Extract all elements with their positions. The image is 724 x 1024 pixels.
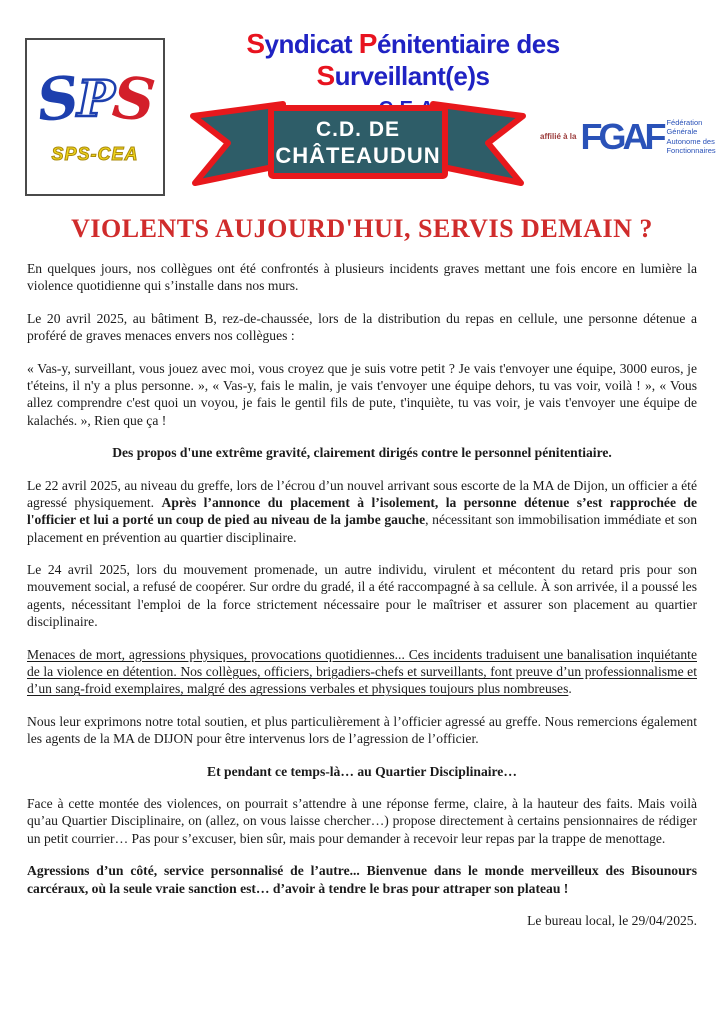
paragraph-incident-22-april [27,477,697,547]
org-initial-s1: S [246,28,265,59]
org-initial-p: P [358,28,377,59]
incident-22-bold-assault: Après l’annonce du placement à l’isolement, la personne détenue s’est rapprochée de l'officier et lui a porté un coup de pied au niveau de la jambe gauche [27,494,697,528]
paragraph-threat-quotes: « Vas-y, surveillant, vous jouez avec moi, vous croyez que je suis votre petit ? Je vais t'envoyer une équipe, 3000 euros, je t'éteins, il n'y a plus personne. », « Vas-y, fais le malin, je vais t'envoyer une équipe dehors, tu vas voir, voilà ! », « Vous allez comprendre c'est quoi un voyou, je fais le gentil fils de pute, t'inquiète, tu vas voir, je vais t'envoyer une équipe de kalachés. », Rien que ça ! [27,360,697,428]
paragraph-incident-24-april: Le 24 avril 2025, lors du mouvement promenade, un autre individu, virulent et mécontent du retard pris pour son mouvement social, a refusé de coopérer. Sur ordre du gradé, il a été raccompagné à sa cellule. À son arrivée, il a poussé les agents, nécessitant l'emploi de la force strictement nécessaire pour le maîtriser et assurer son placement au quartier disciplinaire. [27,562,697,630]
banner-line2: CHÂTEAUDUN [275,143,441,168]
org-text-1: yndicat [264,29,359,59]
banner-ribbon [183,86,533,198]
paragraph-incident-20-april: Le 20 avril 2025, au bâtiment B, rez-de-chaussée, lors de la distribution du repas en cellule, une personne détenue a proféré de graves menaces envers nos collègues : [27,310,697,344]
signature-date: Le bureau local, le 29/04/2025. [527,912,697,928]
emphasis-gravity-statement: Des propos d'une extrême gravité, clairement dirigés contre le personnel pénitentiaire. [112,445,612,461]
organization-name [168,28,638,92]
fgaf-name-line3: Autonome des [666,136,715,146]
fgaf-affiliation-label: affilié à la [540,132,577,142]
sps-logo-letters [27,63,163,135]
paragraph-qd-criticism: Face à cette montée des violences, on pourrait s’attendre à une réponse ferme, claire, à la hauteur des faits. Mais voilà qu’au Quartier Disciplinaire, on (allez, on vous laisse chercher…) propose directement à certains pensionnaires de rédiger un petit courrier… Pas pour s’excuser, bien sûr, mais pour demander à recevoir leur repas par la trappe de menottage. [27,795,697,846]
sps-logo-letter-p: P [77,69,113,128]
underlined-summary-tail: . [568,681,572,697]
fgaf-full-name [666,118,715,156]
fgaf-acronym: FGAF [580,115,663,157]
document-headline: VIOLENTS AUJOURD'HUI, SERVIS DEMAIN ? [71,214,653,243]
fgaf-name-line1: Fédération [666,118,703,127]
fgaf-logo [540,115,722,157]
document-header [0,0,724,202]
sps-logo-caption: SPS-CEA [51,144,139,164]
incident-22-post: , nécessitant son immobilisation immédiate et son placement en prévention au quartier disciplinaire. [27,512,698,545]
org-initial-s2: S [316,60,335,91]
fgaf-name-line2: Générale [666,127,698,137]
sps-logo-letter-s1: S [33,63,81,135]
incident-22-pre: Le 22 avril 2025, au niveau du greffe, lors de l’écrou d’un nouvel arrivant sous escorte de la MA de Dijon, un officier a été agressé physiquement. [27,477,697,510]
sps-cea-logo [25,38,165,196]
paragraph-underlined-summary [27,646,697,698]
banner-line1: C.D. DE [315,118,401,141]
fgaf-name-line4: Fonctionnaires [666,146,716,156]
paragraph-intro: En quelques jours, nos collègues ont été confrontés à plusieurs incidents graves mettant une fois encore en lumière la violence quotidienne qui s’installe dans nos murs. [27,261,697,294]
org-text-3: urveillant(e)s [334,61,490,91]
org-text-2: énitentiaire des [376,29,560,59]
paragraph-conclusion-bold: Agressions d’un côté, service personnalisé de l’autre... Bienvenue dans le monde merveilleux des Bisounours carcéraux, où la seule vraie sanction est… d’avoir à tendre le bras pour attraper son plateau ! [27,863,697,896]
emphasis-quartier-disciplinaire: Et pendant ce temps-là… au Quartier Disciplinaire… [207,763,517,779]
sps-logo-letter-s2: S [109,63,157,135]
underlined-summary-text: Menaces de mort, agressions physiques, provocations quotidiennes... Ces incidents traduisent une banalisation inquiétante de la violence en détention. Nos collègues, officiers, brigadiers-chefs et surveillants, font preuve d’un professionnalisme et d’un sang-froid exemplaires, malgré des agressions verbales et physiques toujours plus nombreuses [27,646,697,697]
document-body [0,244,724,929]
paragraph-support: Nous leur exprimons notre total soutien, et plus particulièrement à l’officier agressé au greffe. Nous remercions également les agents de la MA de DIJON pour être intervenus lors de l’agression de l’officier. [27,713,697,747]
